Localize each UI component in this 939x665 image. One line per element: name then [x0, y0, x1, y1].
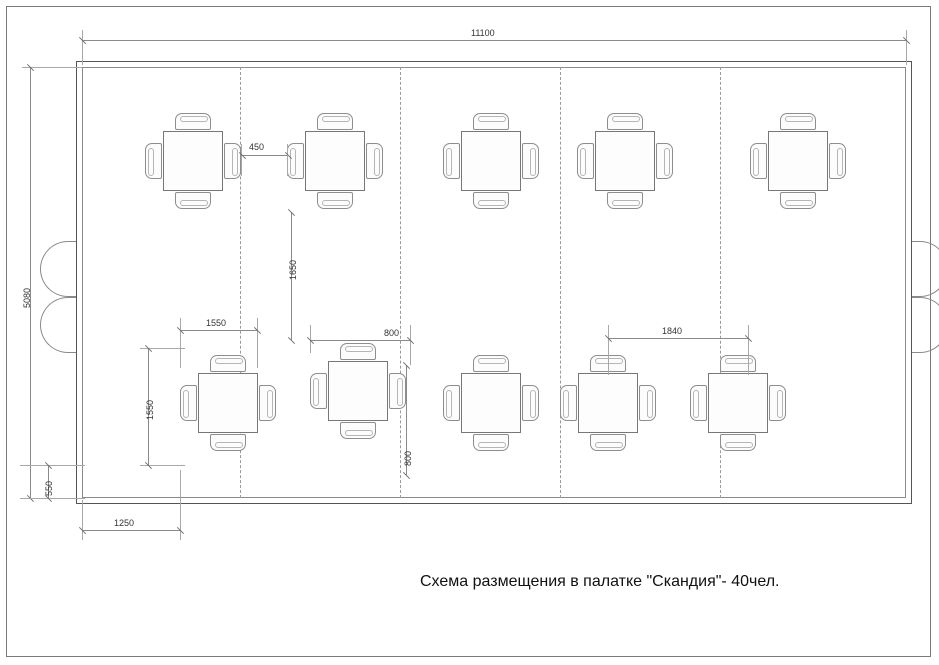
dim-label-1550v: 1550 — [145, 399, 155, 420]
chair-south — [175, 192, 211, 209]
dim-line-1840 — [608, 338, 748, 339]
chair-east — [259, 385, 276, 421]
table-top — [163, 131, 223, 191]
table-top — [768, 131, 828, 191]
ext-line-1550h-left — [180, 318, 181, 368]
table-top — [198, 373, 258, 433]
dim-label-1550h: 1550 — [206, 318, 227, 328]
ext-line-1250-left — [82, 500, 83, 540]
dim-label-overall-height: 5080 — [22, 287, 32, 308]
ext-line-1840-left — [608, 325, 609, 375]
table-group-3[interactable] — [443, 113, 539, 209]
chair-north — [175, 113, 211, 130]
table-top — [461, 373, 521, 433]
dim-line-1250 — [82, 530, 180, 531]
table-group-7[interactable] — [310, 343, 406, 439]
chair-west — [577, 143, 594, 179]
ext-line-1840-right — [748, 325, 749, 375]
chair-west — [310, 373, 327, 409]
chair-south — [317, 192, 353, 209]
dim-line-450 — [241, 155, 287, 156]
chair-south — [210, 434, 246, 451]
dim-line-800h — [310, 340, 410, 341]
chair-west — [180, 385, 197, 421]
dim-line-1550h — [180, 330, 257, 331]
dim-line-overall-height — [30, 67, 31, 498]
table-top — [461, 131, 521, 191]
table-top — [305, 131, 365, 191]
chair-south — [720, 434, 756, 451]
door-right-upper — [912, 241, 939, 297]
chair-north — [720, 355, 756, 372]
chair-north — [780, 113, 816, 130]
dim-line-overall-width — [82, 40, 906, 41]
ext-line-550-bottom — [20, 498, 85, 499]
door-right-lower — [912, 297, 939, 353]
ext-line-550-top — [20, 465, 85, 466]
table-group-4[interactable] — [577, 113, 673, 209]
chair-west — [690, 385, 707, 421]
ext-line-450-left — [241, 144, 242, 176]
chair-east — [366, 143, 383, 179]
chair-south — [340, 422, 376, 439]
table-top — [578, 373, 638, 433]
dim-label-overall-width: 11100 — [471, 28, 495, 38]
chair-north — [473, 113, 509, 130]
chair-north — [210, 355, 246, 372]
table-top — [328, 361, 388, 421]
chair-east — [522, 143, 539, 179]
chair-east — [829, 143, 846, 179]
table-group-8[interactable] — [443, 355, 539, 451]
chair-north — [607, 113, 643, 130]
chair-west — [287, 143, 304, 179]
table-top — [595, 131, 655, 191]
table-group-6[interactable] — [180, 355, 276, 451]
drawing-caption: Схема размещения в палатке "Скандия"- 40чел. — [420, 573, 780, 590]
table-group-10[interactable] — [690, 355, 786, 451]
chair-east — [769, 385, 786, 421]
table-group-5[interactable] — [750, 113, 846, 209]
table-group-1[interactable] — [145, 113, 241, 209]
chair-south — [473, 434, 509, 451]
chair-south — [607, 192, 643, 209]
dim-label-450: 450 — [249, 142, 265, 152]
dim-label-550: 550 — [44, 480, 54, 496]
table-group-2[interactable] — [287, 113, 383, 209]
chair-north — [473, 355, 509, 372]
chair-west — [750, 143, 767, 179]
dim-label-1840: 1840 — [662, 326, 683, 336]
chair-east — [224, 143, 241, 179]
ext-line-width-right — [906, 30, 907, 65]
ext-line-1550h-right — [257, 318, 258, 368]
chair-west — [443, 385, 460, 421]
chair-west — [560, 385, 577, 421]
table-top — [708, 373, 768, 433]
chair-north — [340, 343, 376, 360]
chair-west — [443, 143, 460, 179]
chair-east — [522, 385, 539, 421]
chair-north — [317, 113, 353, 130]
chair-east — [639, 385, 656, 421]
chair-east — [656, 143, 673, 179]
ext-line-800h-right — [410, 325, 411, 365]
chair-south — [780, 192, 816, 209]
dim-label-800h: 800 — [384, 328, 400, 338]
dim-label-1250: 1250 — [114, 518, 135, 528]
chair-east — [389, 373, 406, 409]
ext-line-450-right — [287, 144, 288, 176]
chair-south — [473, 192, 509, 209]
dim-label-800v: 800 — [403, 450, 413, 466]
chair-west — [145, 143, 162, 179]
ext-line-width-left — [82, 30, 83, 65]
chair-south — [590, 434, 626, 451]
dim-label-1650: 1650 — [288, 259, 298, 280]
